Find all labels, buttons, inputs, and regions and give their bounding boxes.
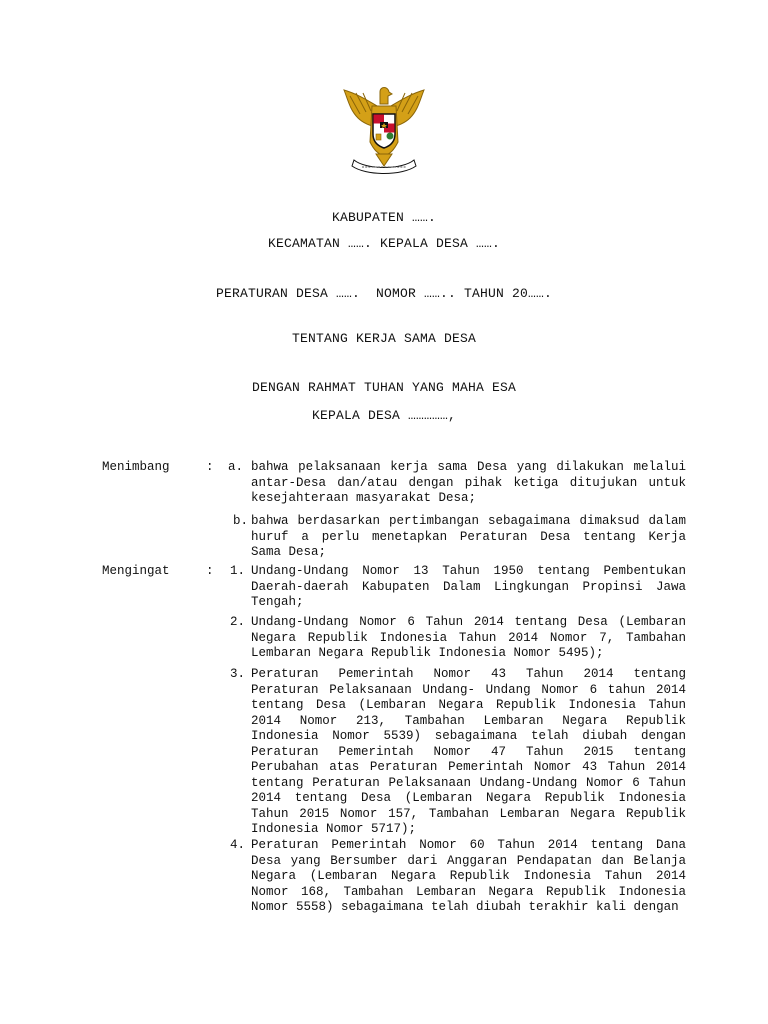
mengingat-marker-2: 2.	[230, 615, 246, 629]
mengingat-item-4: Peraturan Pemerintah Nomor 60 Tahun 2014 tentang Dana Desa yang Bersumber dari Anggaran Pendapatan dan Belanja Negara (Lembaran Negara Republik Indonesia Tahun 2014 Nomor 168, Tambahan Lembaran Negara Republik Indonesia Nomor 5558) sebagaimana telah diubah terakhir kali dengan	[251, 838, 686, 914]
mengingat-item-2: Undang-Undang Nomor 6 Tahun 2014 tentang Desa (Lembaran Negara Republik Indonesia Tahun 2014 Nomor 7, Tambahan Lembaran Negara Republik Indonesia Nomor 5495);	[251, 615, 686, 660]
menimbang-colon: :	[206, 460, 214, 474]
menimbang-item-a: bahwa pelaksanaan kerja sama Desa yang dilakukan melalui antar-Desa dan/atau dengan pihak ketiga ditujukan untuk kesejahteraan masyarakat Desa;	[251, 460, 686, 505]
mengingat-label: Mengingat	[102, 564, 170, 578]
garuda-pancasila-emblem	[336, 80, 432, 176]
kepala-desa-line: KEPALA DESA ……………,	[311, 408, 457, 423]
rahmat-line: DENGAN RAHMAT TUHAN YANG MAHA ESA	[251, 380, 517, 395]
mengingat-colon: :	[206, 564, 214, 578]
menimbang-item-b: bahwa berdasarkan pertimbangan sebagaimana dimaksud dalam huruf a perlu menetapkan Peraturan Desa tentang Kerja Sama Desa;	[251, 514, 686, 559]
mengingat-item-1: Undang-Undang Nomor 13 Tahun 1950 tentang Pembentukan Daerah-daerah Kabupaten Dalam Lingkungan Propinsi Jawa Tengah;	[251, 564, 686, 609]
peraturan-title: PERATURAN DESA ……. NOMOR …….. TAHUN 20…….	[215, 286, 553, 301]
menimbang-label: Menimbang	[102, 460, 170, 474]
kabupaten-line: KABUPATEN …….	[331, 210, 437, 225]
mengingat-item-3: Peraturan Pemerintah Nomor 43 Tahun 2014 tentang Peraturan Pelaksanaan Undang- Undang Nomor 6 tahun 2014 tentang Desa (Lembaran Negara Republik Indonesia Tahun 2014 Nomor 213, Tambahan Lembaran Negara Republik Indonesia Nomor 5539) sebagaimana telah diubah dengan Peraturan Pemerintah Nomor 47 Tahun 2015 tentang Perubahan atas Peraturan Pemerintah Nomor 43 Tahun 2014 tentang Peraturan Pelaksanaan Undang-Undang Nomor 6 Tahun 2014 tentang Desa (Lembaran Negara Republik Indonesia Tahun 2015 Nomor 157, Tambahan Lembaran Negara Republik Indonesia Nomor 5717);	[251, 667, 686, 836]
tentang-line: TENTANG KERJA SAMA DESA	[291, 331, 477, 346]
menimbang-marker-b: b.	[233, 514, 249, 528]
mengingat-marker-1: 1.	[230, 564, 246, 578]
kecamatan-line: KECAMATAN ……. KEPALA DESA …….	[267, 236, 501, 251]
menimbang-marker-a: a.	[228, 460, 244, 474]
mengingat-marker-4: 4.	[230, 838, 246, 852]
mengingat-marker-3: 3.	[230, 667, 246, 681]
